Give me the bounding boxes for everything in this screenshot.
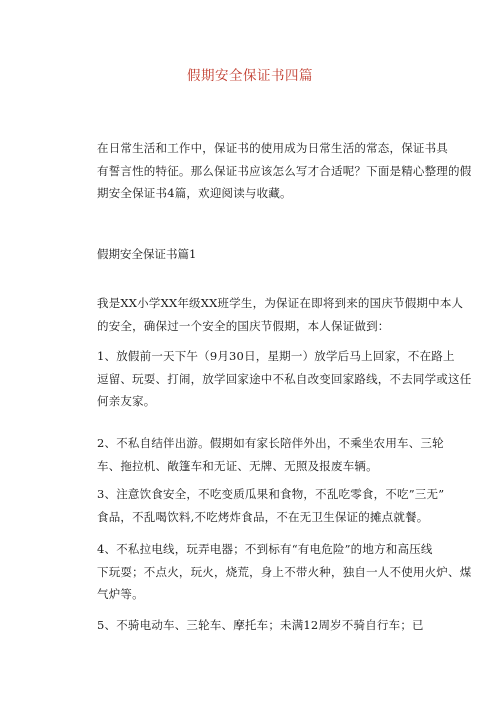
section-heading: 假期安全保证书篇1: [97, 247, 197, 261]
paragraph-line: 下玩耍；不点火，玩火，烧荒，身上不带火种，独自一人不使用火炉、煤: [97, 564, 472, 579]
body-paragraph: [74, 345, 472, 413]
body-paragraph: [74, 292, 464, 337]
paragraph-line: 3、注意饮食安全，不吃变质瓜果和食物，不乱吃零食，不吃”三无”: [97, 487, 445, 501]
document-title: 假期安全保证书四篇: [187, 68, 313, 84]
paragraph-line: 我是XX小学XX年级XX班学生，为保证在即将到来的国庆节假期中本人: [97, 296, 464, 310]
paragraph-line: 2、不私自结伴出游。假期如有家长陪伴外出，不乘坐农用车、三轮: [97, 436, 444, 450]
body-paragraph: [74, 483, 445, 528]
body-paragraph: [74, 614, 434, 637]
paragraph-line: 食品，不乱喝饮料,不吃烤炸食品，不在无卫生保证的摊点就餐。: [97, 509, 429, 524]
intro-line: 有誓言性的特征。那么保证书应该怎么写才合适呢？下面是精心整理的假: [97, 163, 472, 178]
paragraph-line: 1、放假前一天下午（9月30日，星期一）放学后马上回家，不在路上: [97, 349, 455, 363]
intro-paragraph: [74, 137, 472, 205]
intro-line: 期安全保证书4篇，欢迎阅读与收藏。: [97, 186, 292, 200]
intro-line: 在日常生活和工作中，保证书的使用成为日常生活的常态，保证书具: [97, 141, 448, 155]
body-paragraph: [74, 538, 472, 606]
paragraph-line: 逗留、玩耍、打闹，放学回家途中不私自改变回家路线，不去同学或这任: [97, 371, 472, 386]
body-paragraph: [74, 432, 444, 477]
paragraph-line: 4、不私拉电线，玩弄电器；不到标有“有电危险”的地方和高压线: [97, 542, 433, 556]
paragraph-line: 车、拖拉机、敞篷车和无证、无牌、无照及报废车辆。: [97, 458, 378, 473]
paragraph-line: 5、不骑电动车、三轮车、摩托车；未满12周岁不骑自行车；已: [97, 618, 424, 632]
paragraph-line: 的安全，确保过一个安全的国庆节假期，本人保证做到：: [97, 318, 390, 333]
paragraph-line: 何亲友家。: [97, 394, 156, 408]
paragraph-line: 气炉等。: [97, 587, 144, 601]
